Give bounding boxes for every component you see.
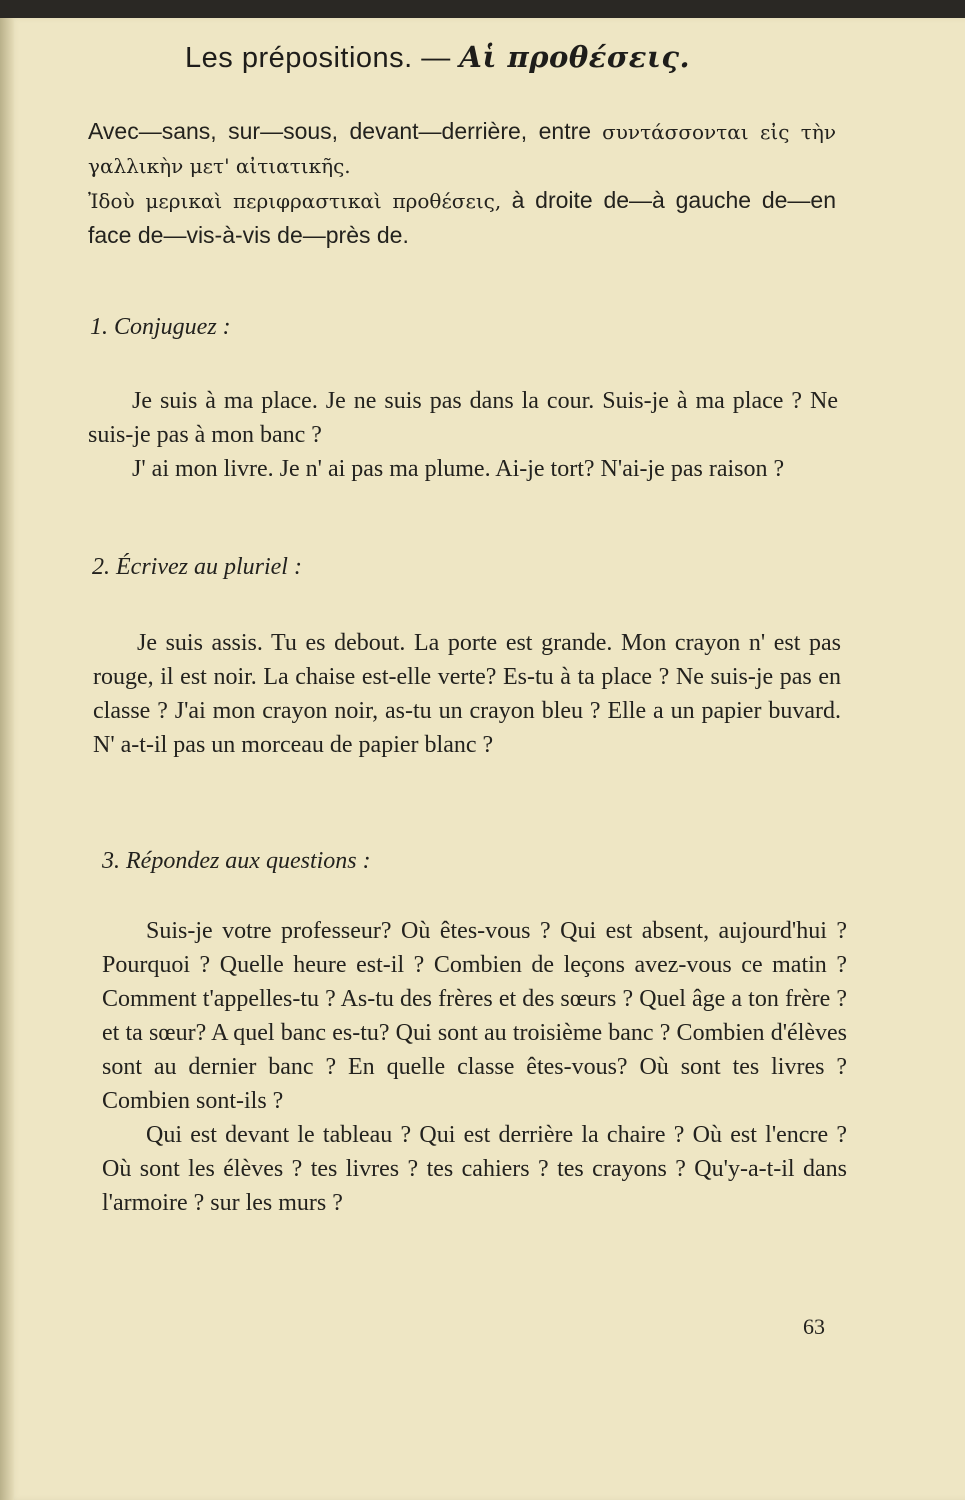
title-french: Les prépositions. — [185,42,451,74]
page-number: 63 [803,1314,825,1339]
exercise-2-paragraph-1: Je suis assis. Tu es debout. La porte est grande. Mon crayon n' est pas rouge, il est noir. La chaise est-elle verte? Es-tu à ta place ? Ne suis-je pas en classe ? J'ai mon crayon noir, as-tu un crayon bleu ? Elle a un papier buvard. N' a-t-il pas un morceau de papier blanc ? [93,630,841,758]
intro-block [88,114,836,253]
intro-line2-greek: Ἰδοὺ μερικαὶ περιφραστικαὶ προθέσεις, [88,189,502,213]
exercise-3-paragraph-2: Qui est devant le tableau ? Qui est derrière la chaire ? Où est l'encre ? Où sont les élèves ? tes livres ? tes cahiers ? tes crayons ? Qu'y-a-t-il dans l'armoire ? sur les murs ? [102,1122,847,1216]
exercise-2-body [93,626,841,762]
intro-line2-french: à droite de—à gauche de—en face de—vis-à-vis de—près de. [88,187,837,248]
exercise-3-paragraph-1: Suis-je votre professeur? Où êtes-vous ? Qui est absent, aujourd'hui ? Pourquoi ? Quelle heure est-il ? Combien de leçons avez-vous ce matin ? Comment t'appelles-tu ? As-tu des frères et des sœurs ? Quel âge a ton frère ? et ta sœur? A quel banc es-tu? Qui sont au troisième banc ? Combien d'élèves sont au dernier banc ? En quelle classe êtes-vous? Où sont tes livres ? Combien sont-ils ? [102,918,847,1114]
page-title [185,40,690,75]
exercise-1-heading: 1. Conjuguez : [90,314,231,340]
exercise-3-heading: 3. Répondez aux questions : [102,848,371,874]
exercise-3-body [102,914,847,1220]
exercise-2-heading: 2. Écrivez au pluriel : [92,554,302,580]
intro-line1-greek: συντάσσονται εἰς τὴν γαλλικὴν μετ' αἰτιατικῆς. [88,120,837,178]
exercise-1-paragraph-1: Je suis à ma place. Je ne suis pas dans la cour. Suis-je à ma place ? Ne suis-je pas à mon banc ? [88,388,838,448]
exercise-1-paragraph-2: J' ai mon livre. Je n' ai pas ma plume. Ai-je tort? N'ai-je pas raison ? [132,456,785,482]
book-page [0,18,965,1500]
title-greek: Αἱ προθέσεις. [459,40,691,74]
exercise-1-body [88,384,838,486]
page-spine-shadow [0,18,14,1500]
intro-line1-french: Avec—sans, sur—sous, devant—derrière, entre [88,118,592,144]
